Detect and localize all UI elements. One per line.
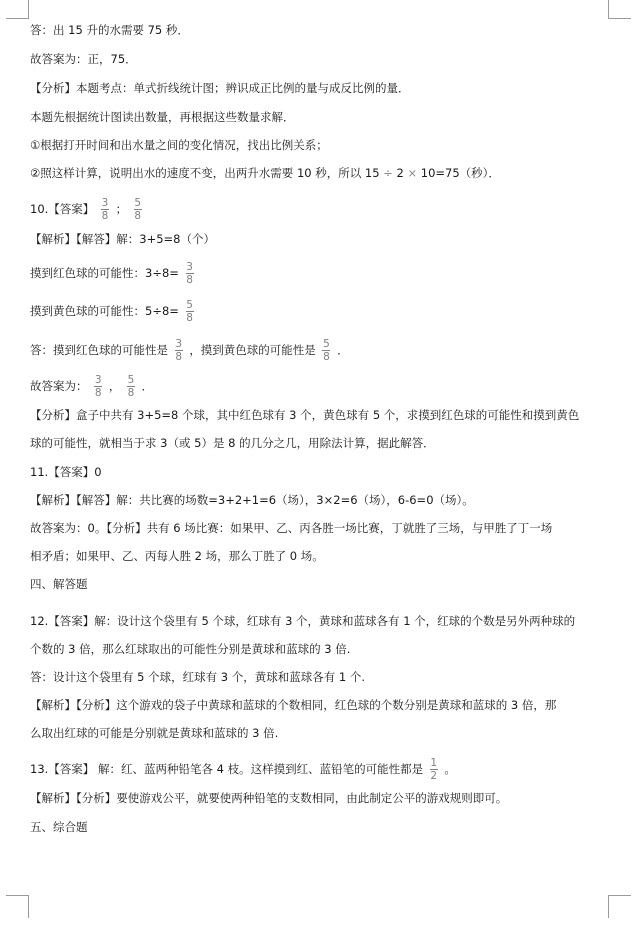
answer-line-12-conclusion: 答：设计这个袋里有 5 个球，红球有 3 个，黄球和蓝球各有 1 个. [30, 670, 366, 684]
analysis-line-9-step1: ①根据打开时间和出水量之间的变化情况，找出比例关系； [30, 138, 328, 152]
analysis-line-9-topic: 【分析】本题考点：单式折线统计图；辨识成正比例的量与成反比例的量． [30, 81, 410, 95]
page-corner-mark-bottom-left [6, 895, 29, 918]
fraction-three-eighths: $\frac{3}{8}$ [94, 374, 102, 399]
answer-line-10-final: 故答案为： $\frac{3}{8}$ ， $\frac{5}{8}$ ． [30, 374, 154, 399]
page-corner-mark-top-right [608, 0, 631, 19]
fraction-one-half: $\frac{1}{2}$ [430, 757, 438, 782]
answer-13-text: 13.【答案】 解：红、蓝两种铅笔各 4 枝。这样摸到红、蓝铅笔的可能性都是 [30, 762, 424, 776]
analysis-line-9-step2 [30, 165, 619, 181]
answer-line-13: 13.【答案】 解：红、蓝两种铅笔各 4 枝。这样摸到红、蓝铅笔的可能性都是 $\frac{1}{2}$ 。 [30, 757, 456, 782]
section-heading-4: 四、解答题 [30, 577, 88, 591]
conclusion-yellow-text: ，摸到黄色球的可能性是 [189, 343, 316, 357]
yellow-probability-text: 摸到黄色球的可能性：5÷8= [30, 304, 179, 318]
analysis-line-12-a: 【解析】【分析】这个游戏的袋子中黄球和蓝球的个数相同，红色球的个数分别是黄球和蓝球的 3 倍，那 [30, 698, 557, 712]
answer-10-label: 10.【答案】 [30, 202, 95, 216]
analysis-line-9-method: 本题先根据统计图读出数量，再根据这些数量求解． [30, 110, 295, 124]
answer-line-10 [30, 198, 619, 221]
analysis-line-11-a: 故答案为：0。【分析】共有 6 场比赛：如果甲、乙、丙各胜一场比赛，丁就胜了三场，与甲胜了丁一场 [30, 521, 553, 535]
page-corner-mark-top-left [6, 0, 29, 19]
answer-line-10-conclusion: 答：摸到红色球的可能性是 $\frac{3}{8}$ ，摸到黄色球的可能性是 $\frac{5}{8}$ ． [30, 338, 349, 363]
answer-line-9-final: 故答案为：正，75． [30, 52, 137, 66]
step2-divisor: 2 [396, 166, 404, 180]
final-answer-label: 故答案为： [30, 379, 88, 393]
fraction-three-eighths: $\frac{3}{8}$ [101, 197, 109, 222]
multiply-sign: × [407, 166, 418, 180]
red-probability-text: 摸到红色球的可能性：3÷8= [30, 266, 179, 280]
analysis-line-13: 【解析】【分析】要使游戏公平，就要使两种铅笔的支数相同，由此制定公平的游戏规则即可。 [30, 791, 508, 805]
answer-line-12-a: 12.【答案】解：设计这个袋里有 5 个球，红球有 3 个，黄球和蓝球各有 1 个，红球的个数是另外两种球的 [30, 614, 576, 628]
step2-text: ②照这样计算，说明出水的速度不变，出两升水需要 10 秒，所以 15 [30, 166, 380, 180]
answer-line-9-conclusion: 答：出 15 升的水需要 75 秒． [30, 23, 189, 37]
fraction-five-eighths: $\frac{5}{8}$ [134, 197, 142, 222]
analysis-line-10-b: 球的可能性，就相当于求 3（或 5）是 8 的几分之几，用除法计算，据此解答． [30, 436, 435, 450]
conclusion-red-text: 答：摸到红色球的可能性是 [30, 343, 168, 357]
solution-line-10-red [30, 262, 619, 285]
analysis-line-12-b: 么取出红球的可能是分别就是黄球和蓝球的 3 倍. [30, 726, 279, 740]
solution-line-11: 【解析】【解答】解：共比赛的场数=3+2+1=6（场），3×2=6（场），6-6=0（场）。 [30, 493, 474, 507]
solution-line-10-total: 【解析】【解答】解：3+5=8（个） [30, 232, 215, 246]
page-corner-mark-bottom-right [608, 895, 631, 918]
section-heading-5: 五、综合题 [30, 820, 88, 834]
analysis-line-10-a: 【分析】盒子中共有 3+5=8 个球，其中红色球有 3 个，黄色球有 5 个，求摸到红色球的可能性和摸到黄色 [30, 408, 580, 422]
fraction-five-eighths: $\frac{5}{8}$ [127, 374, 135, 399]
step2-result: 10=75（秒）． [420, 166, 500, 180]
fraction-five-eighths: $\frac{5}{8}$ [186, 299, 193, 324]
divide-sign: ÷ [383, 166, 393, 180]
fraction-three-eighths: $\frac{3}{8}$ [186, 261, 193, 286]
fraction-three-eighths: $\frac{3}{8}$ [175, 338, 182, 363]
answer-line-11: 11.【答案】0 [30, 465, 102, 479]
answer-line-12-b: 个数的 3 倍，那么红球取出的可能性分别是黄球和蓝球的 3 倍. [30, 642, 351, 656]
separator: ； [115, 202, 128, 216]
analysis-line-11-b: 相矛盾；如果甲、乙、丙每人胜 2 场，那么丁胜了 0 场。 [30, 549, 324, 563]
solution-line-10-yellow [30, 300, 619, 323]
fraction-five-eighths: $\frac{5}{8}$ [323, 338, 330, 363]
